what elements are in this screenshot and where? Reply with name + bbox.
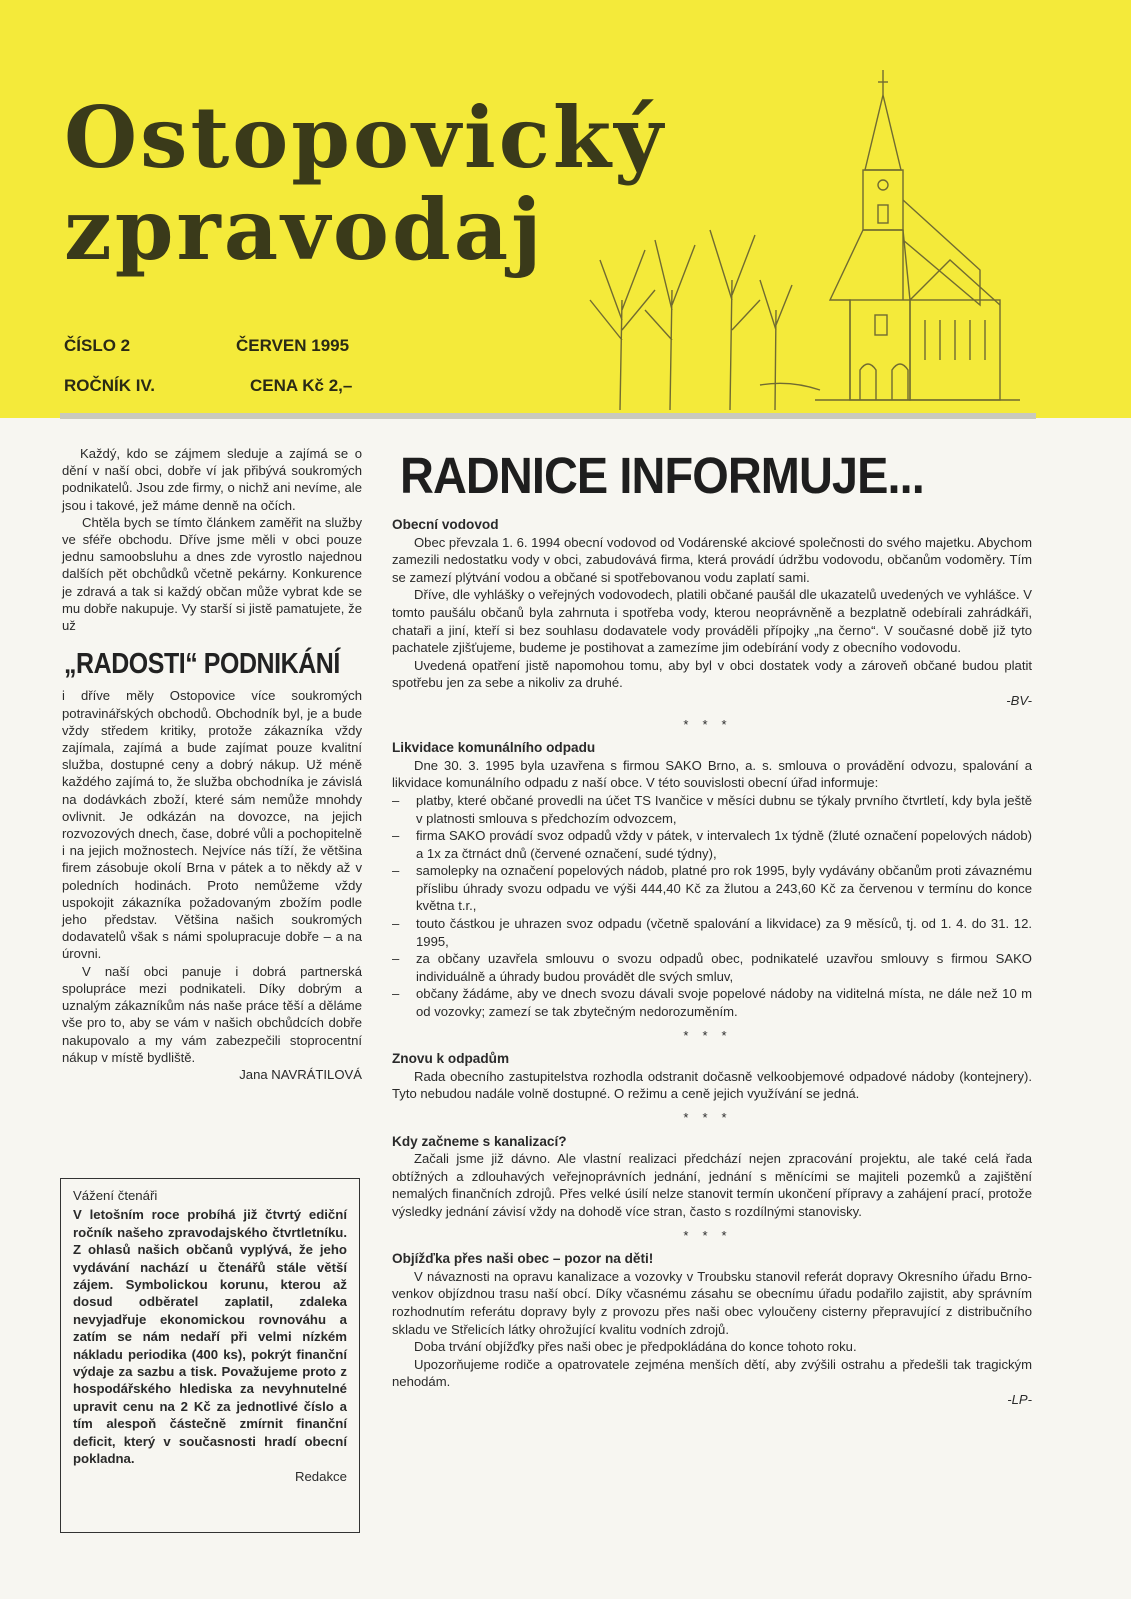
box-body: V letošním roce probíhá již čtvrtý ediční ročník našeho zpravodajského čtvrtletníku. Z ohlasů našich občanů vyplývá, že jeho vydávání nachází u čtenářů stále větší zájem. Symbolickou korunu, kterou až dosud odběratel zaplatil, zdaleka nevyjadřuje ekonomickou rovnováhu a zatím se nám nedaří při velmi nízkém nákladu periodika (400 ks), pokrýt finanční výdaje za sazbu a tisk. Považujeme proto z hospodářského hlediska za nevyhnutelné upravit cenu na 2 Kč za jednotlivé číslo a tím alespoň částečně zmírnit finanční deficit, který v současnosti hradí obecní pokladna.	[73, 1207, 347, 1467]
article-paragraph-2: V naší obci panuje i dobrá partnerská spolupráce mezi podnikateli. Díky dobrým a uznalým zákazníkům nás naše práce těší a děláme vše pro to, aby se vám v našich obchůdcích dobře nakupovalo a my vám zabezpečili stoprocentní nákup v místě bydliště.	[62, 963, 362, 1065]
author-signature: Jana NAVRÁTILOVÁ	[239, 1066, 362, 1082]
list-item: – firma SAKO provádí svoz odpadů vždy v pátek, v intervalech 1x týdně (žluté označení popelových nádob) a 1x za čtrnáct dnů (červené označení, sudé týdny),	[392, 827, 1032, 862]
water-signature: -BV-	[1006, 692, 1032, 708]
title-line-1: Ostopovický	[64, 88, 666, 187]
water-paragraph-1: Obec převzala 1. 6. 1994 obecní vodovod od Vodárenské akciové společnosti do svého majetku. Abychom zamezili nedostatku vody v obci, zabudovává firma, která provádí údržbu vodovodu, občanům vodoměry. Tím se zamezí plýtvání vodou a občané si spotřebovanou vodu zaplatí sami.	[392, 534, 1032, 585]
section-title-sewer: Kdy začneme s kanalizací?	[392, 1133, 567, 1149]
headline: RADNICE INFORMUJE...	[400, 447, 924, 504]
detour-paragraph-1: V návaznosti na opravu kanalizace a vozovky v Troubsku stanovil referát dopravy Okresního úřadu Brno-venkov objízdnou trasu naší obcí. Díky včasnému zásahu se obecnímu úřadu podařilo zajistit, aby správním rozhodnutím referátu dopravy byly z provozu přes naši obec vyloučeny cisterny přepravující z distribučního skladu ve Střelicích látky ohrožující kvalitu vodních zdrojů.	[392, 1268, 1032, 1337]
separator-stars: ***	[683, 716, 741, 732]
detour-paragraph-3: Upozorňujeme rodiče a opatrovatele zejména menších dětí, aby zvýšili ostrahu a předešli tak tragickým nehodám.	[392, 1356, 1032, 1390]
price: CENA Kč 2,–	[250, 376, 353, 395]
detour-signature: -LP-	[1007, 1391, 1032, 1407]
separator-stars: ***	[683, 1027, 741, 1043]
separator-stars: ***	[683, 1227, 741, 1243]
water-paragraph-3: Uvedená opatření jistě napomohou tomu, aby byl v obci dostatek vody a zároveň občané budou platit spotřebu jen za sebe a nikoliv za druhé.	[392, 657, 1032, 691]
section-title-water: Obecní vodovod	[392, 517, 499, 532]
water-paragraph-2: Dříve, dle vyhlášky o veřejných vodovodech, platili občané paušál dle ukazatelů uvedených ve vyhlášce. V tomto paušálu občanů byla zahrnuta i spotřeba vody, kterou neoprávněně a bezplatně odebírali zahrádkáři, chataři a jiní, kteří si bez souhlasu dodavatele vody prováděli přípojky „na černo“. V současné době již tyto pachatele zjišťujeme, budeme je postihovat a zamezíme jim odebírání vody z obecního vodovodu.	[392, 587, 1032, 656]
section-title-waste-again: Znovu k odpadům	[392, 1051, 510, 1067]
volume: ROČNÍK IV.	[64, 376, 156, 395]
sewer-paragraph: Začali jsme již dávno. Ale vlastní realizaci předchází nejen zpracování projektu, ale také celá řada obtížných a zdlouhavých veřejnoprávních jednání, jednání s měnícími se majiteli pozemků a zajištění nemalých finančních zdrojů. Přes velké úsilí nelze stanovit termín ukončení přípravy a zahájení prací, protože výsledky jednání závisí vždy na dohodě více stran, často s rozdílnými stanovisky.	[392, 1151, 1032, 1219]
waste-again-paragraph: Rada obecního zastupitelstva rozhodla odstranit dočasně velkoobjemové odpadové nádoby (kontejnery). Tyto nebudou nadále volně dostupné. O režimu a ceně jejich využívání se jedná.	[392, 1068, 1032, 1102]
right-column	[392, 448, 1032, 1409]
list-item: – samolepky na označení popelových nádob, platné pro rok 1995, byly vydávány občanům proti závaznému příslibu úhrady svozu odpadu ve výši 444,40 Kč za žlutou a 243,60 Kč za červenou v termínu do konce května t.r.,	[392, 862, 1032, 915]
section-title-detour: Objížďka přes naši obec – pozor na děti!	[392, 1251, 654, 1267]
list-item: – za občany uzavřela smlouvu o svozu odpadů obec, podnikatelé uzavřou smlouvy s firmou SAKO individuálně a úhrady budou provádět dle svých smluv,	[392, 950, 1032, 985]
article-paragraph-1: i dříve měly Ostopovice více soukromých potravinářských obchodů. Obchodník byl, je a bude vždy středem kritiky, protože zákazníka vždy zajímala, zajímá a bude zajímat pouze kvalitní služba, dostupné ceny a dobrý nákup. Už méně každého zajímá to, že služba obchodníka je závislá na dodávkách zboží, které sám nemůže mnohdy ovlivnit. Je odkázán na dovozce, na jejich rozvozových dnech, čase, dobré vůli a pochopitelně i na jejich možnostech. Nejvíce nás tíží, že většina firem zásobuje okolí Brna v pátek a to někdy až v poledních hodinách. Proto nemůžeme vždy uspokojit zákazníka požadovaným zbožím podle jeho představ. Většina našich soukromých dodavatelů však s námi spolupracuje dobře – a na úrovni.	[62, 688, 362, 962]
list-item: – touto částkou je uhrazen svoz odpadu (včetně spalování a likvidace) za 9 měsíců, tj. od 1. 4. do 31. 12. 1995,	[392, 915, 1032, 950]
masthead-rule	[60, 413, 1036, 419]
title-line-2: zpravodaj	[64, 180, 545, 279]
box-greeting: Vážení čtenáři	[73, 1188, 158, 1203]
waste-list	[392, 792, 1032, 1021]
waste-paragraph-1: Dne 30. 3. 1995 byla uzavřena s firmou SAKO Brno, a. s. smlouva o provádění odvozu, spalování a likvidace komunálního odpadu z naší obce. V této souvislosti obecní úřad informuje:	[392, 757, 1032, 791]
masthead	[0, 0, 1131, 418]
intro-paragraph-1: Každý, kdo se zájmem sleduje a zajímá se o dění v naší obci, dobře ví jak přibývá soukromých podnikatelů. Jsou zde firmy, o nichž ani nevíme, ale jsou i takové, jež máme denně na očích.	[62, 446, 362, 513]
intro-paragraph-2: Chtěla bych se tímto článkem zaměřit na služby ve sféře obchodu. Dříve jsme měli v obci pouze jednu samoobsluhu a dnes zde vyrostlo najednou dalších pět obchůdků včetně pekárny. Konkurence je zdravá a tak si každý občan může vybrat kde se mu dobře nakupuje. Vy starší si jistě pamatujete, že už	[62, 514, 362, 634]
separator-stars: ***	[683, 1110, 741, 1125]
issue-number: ČÍSLO 2	[64, 336, 131, 355]
list-item: – občany žádáme, aby ve dnech svozu dávali svoje popelové nádoby na viditelná místa, ne dále než 10 m od vozovky; zamezí se tak zbytečným nedorozuměním.	[392, 985, 1032, 1020]
issue-date: ČERVEN 1995	[236, 336, 350, 355]
editorial-box	[60, 1178, 360, 1533]
list-item: – platby, které občané provedli na účet TS Ivančice v měsíci dubnu se týkaly prvního čtvrtletí, kdy byla ještě v platnosti smlouva s předchozím odvozcem,	[392, 792, 1032, 827]
article-heading: „RADOSTI“ PODNIKÁNÍ	[64, 648, 340, 681]
section-title-waste: Likvidace komunálního odpadu	[392, 740, 596, 756]
box-signature: Redakce	[294, 1468, 347, 1484]
church-illustration	[560, 60, 1040, 415]
detour-paragraph-2: Doba trvání objížďky přes naši obec je předpokládána do konce tohoto roku.	[414, 1339, 857, 1355]
left-column	[62, 445, 362, 1083]
